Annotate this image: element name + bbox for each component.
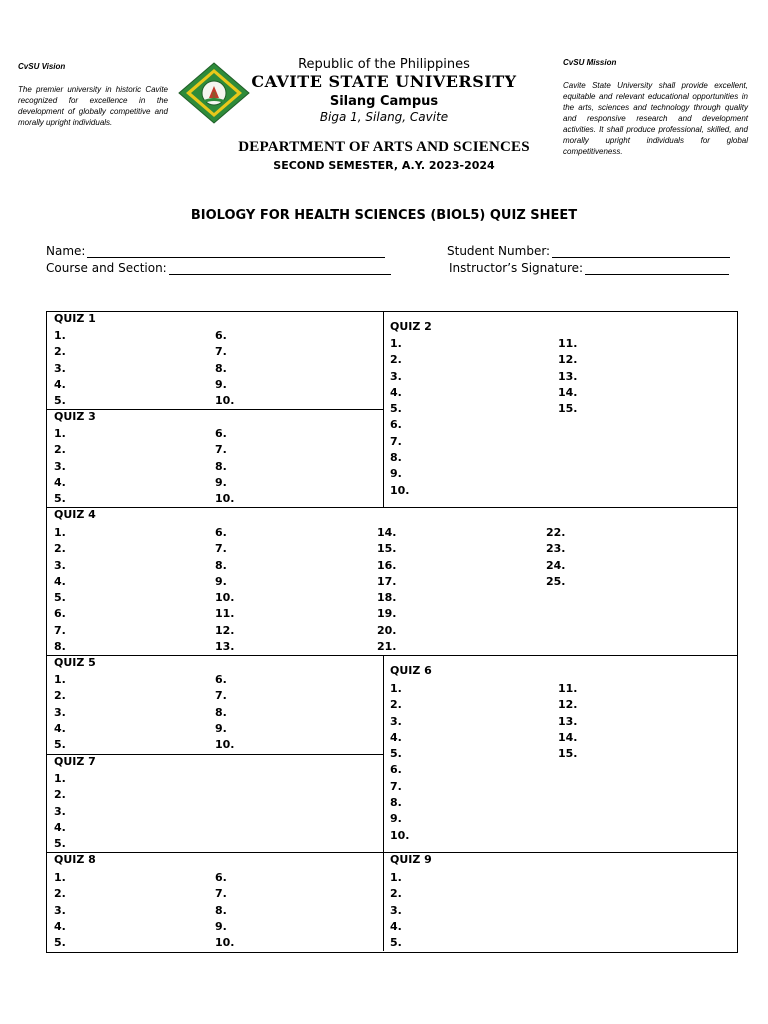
- quiz-7-col-1: [54, 771, 66, 852]
- student-number-label: Student Number:: [447, 244, 551, 258]
- answer-number: 2.: [390, 887, 402, 901]
- answer-number: 4.: [54, 919, 66, 933]
- answer-number: 5.: [54, 394, 66, 408]
- answer-number: 6.: [215, 329, 227, 342]
- quiz-8-title: QUIZ 8: [54, 853, 96, 866]
- answer-number: 15.: [558, 747, 578, 761]
- answer-number: 2.: [54, 542, 66, 556]
- answer-number: 4.: [54, 377, 66, 391]
- answer-number: 25.: [546, 574, 566, 588]
- answer-number: 24.: [546, 558, 566, 572]
- answer-number: 2.: [54, 689, 66, 703]
- answer-number: 8.: [215, 903, 227, 917]
- answer-number: 1.: [54, 427, 66, 440]
- quiz-5-col-2: [215, 672, 235, 753]
- answer-number: 1.: [54, 329, 66, 342]
- instructor-signature-line[interactable]: [585, 263, 729, 275]
- department-name: DEPARTMENT OF ARTS AND SCIENCES: [238, 139, 530, 155]
- quiz-9-cell: [384, 853, 737, 951]
- answer-number: 5.: [390, 402, 402, 416]
- quiz-9-title: QUIZ 9: [390, 853, 432, 866]
- answer-number: 4.: [54, 820, 66, 834]
- answer-number: 6.: [215, 427, 227, 440]
- course-section-field[interactable]: [46, 261, 391, 275]
- answer-number: 6.: [215, 526, 227, 539]
- answer-number: 19.: [377, 607, 397, 621]
- quiz-9-col-1: [390, 870, 402, 951]
- answer-number: 9.: [215, 721, 227, 735]
- answer-number: 8.: [215, 705, 227, 719]
- answer-number: 4.: [54, 475, 66, 489]
- answer-number: 10.: [390, 828, 410, 842]
- answer-number: 13.: [558, 369, 578, 383]
- answer-number: 1.: [54, 526, 66, 539]
- answer-number: 15.: [377, 542, 397, 556]
- answer-number: 23.: [546, 542, 566, 556]
- quiz-8-col-2: [215, 870, 235, 951]
- answer-number: 11.: [215, 607, 235, 621]
- quiz-1-title: QUIZ 1: [54, 312, 96, 325]
- answer-number: 3.: [390, 714, 402, 728]
- answer-number: 15.: [558, 402, 578, 416]
- vision-title: CvSU Vision: [18, 62, 66, 71]
- course-section-label: Course and Section:: [46, 261, 167, 275]
- answer-number: 16.: [377, 558, 397, 572]
- answer-number: 7.: [215, 443, 227, 457]
- answer-number: 13.: [215, 640, 235, 654]
- answer-number: 21.: [377, 640, 397, 654]
- answer-number: 2.: [54, 443, 66, 457]
- student-number-line[interactable]: [552, 246, 730, 258]
- answer-number: 2.: [54, 345, 66, 359]
- answer-number: 7.: [215, 345, 227, 359]
- answer-number: 17.: [377, 574, 397, 588]
- answer-number: 6.: [215, 673, 227, 686]
- quiz-3-col-1: [54, 426, 66, 507]
- answer-number: 3.: [54, 459, 66, 473]
- answer-number: 11.: [558, 682, 578, 695]
- answer-number: 7.: [390, 434, 402, 448]
- answer-number: 4.: [54, 574, 66, 588]
- answer-number: 4.: [390, 919, 402, 933]
- answer-number: 6.: [390, 763, 402, 777]
- answer-number: 3.: [390, 903, 402, 917]
- quiz-2-title: QUIZ 2: [390, 320, 432, 333]
- answer-number: 8.: [390, 451, 402, 465]
- answer-number: 7.: [54, 623, 66, 637]
- answer-number: 10.: [390, 483, 410, 497]
- answer-number: 3.: [54, 558, 66, 572]
- name-field[interactable]: [46, 244, 385, 258]
- quiz-6-col-2: [558, 681, 578, 762]
- answer-number: 3.: [390, 369, 402, 383]
- answer-number: 10.: [215, 936, 235, 950]
- answer-number: 3.: [54, 705, 66, 719]
- answer-number: 5.: [390, 747, 402, 761]
- quiz-6-col-1: [390, 681, 410, 844]
- name-label: Name:: [46, 244, 86, 258]
- answer-number: 2.: [390, 353, 402, 367]
- answer-number: 14.: [558, 730, 578, 744]
- answer-number: 1.: [54, 673, 66, 686]
- course-section-line[interactable]: [169, 263, 391, 275]
- answer-number: 8.: [54, 640, 66, 654]
- student-number-field[interactable]: [447, 244, 730, 258]
- sheet-title: BIOLOGY FOR HEALTH SCIENCES (BIOL5) QUIZ SHEET: [190, 208, 578, 223]
- answer-number: 6.: [390, 418, 402, 432]
- answer-number: 1.: [390, 871, 402, 884]
- answer-number: 3.: [54, 361, 66, 375]
- answer-number: 4.: [54, 721, 66, 735]
- vision-text: The premier university in historic Cavite recognized for excellence in the development of globally competitive and morally upright individuals.: [18, 85, 168, 127]
- answer-number: 20.: [377, 623, 397, 637]
- quiz-1-col-1: [54, 328, 66, 409]
- answer-number: 18.: [377, 591, 397, 605]
- answer-number: 1.: [54, 871, 66, 884]
- republic-heading: Republic of the Philippines: [298, 57, 470, 72]
- answer-number: 1.: [54, 772, 66, 785]
- instructor-signature-field[interactable]: [449, 261, 729, 275]
- answer-number: 10.: [215, 591, 235, 605]
- quiz-2-col-1: [390, 336, 410, 499]
- answer-number: 5.: [54, 492, 66, 506]
- answer-number: 8.: [215, 558, 227, 572]
- quiz-6-title: QUIZ 6: [390, 664, 432, 677]
- answer-number: 7.: [390, 779, 402, 793]
- answer-number: 9.: [215, 919, 227, 933]
- quiz-1-col-2: [215, 328, 235, 409]
- quiz-5-title: QUIZ 5: [54, 656, 96, 669]
- answer-number: 4.: [390, 385, 402, 399]
- answer-number: 1.: [390, 682, 402, 695]
- quiz-8-col-1: [54, 870, 66, 951]
- answer-number: 3.: [54, 903, 66, 917]
- quiz-4-col-2: [215, 525, 235, 655]
- mission-title: CvSU Mission: [563, 58, 617, 67]
- answer-number: 12.: [215, 623, 235, 637]
- answer-number: 7.: [215, 689, 227, 703]
- answer-number: 5.: [390, 936, 402, 950]
- answer-number: 3.: [54, 804, 66, 818]
- answer-number: 8.: [390, 796, 402, 810]
- name-line[interactable]: [87, 246, 385, 258]
- answer-number: 10.: [215, 738, 235, 752]
- answer-number: 1.: [390, 337, 402, 350]
- answer-number: 5.: [54, 738, 66, 752]
- answer-number: 7.: [215, 887, 227, 901]
- quiz-3-col-2: [215, 426, 235, 507]
- mission-text: Cavite State University shall provide excellent, equitable and relevant educational opportunities in the arts, sciences and technology through quality and responsive research and development activities. It shall produce professional, skilled, and morally upright individuals for global competitiveness.: [563, 81, 748, 156]
- quiz-4-col-4: [546, 525, 566, 590]
- answer-number: 2.: [390, 698, 402, 712]
- answer-number: 12.: [558, 698, 578, 712]
- answer-number: 9.: [215, 377, 227, 391]
- campus-address: Biga 1, Silang, Cavite: [319, 110, 449, 124]
- answer-number: 10.: [215, 394, 235, 408]
- answer-number: 11.: [558, 337, 578, 350]
- quiz-7-title: QUIZ 7: [54, 755, 96, 768]
- answer-number: 13.: [558, 714, 578, 728]
- answer-number: 9.: [390, 812, 402, 826]
- answer-number: 2.: [54, 887, 66, 901]
- answer-number: 5.: [54, 837, 66, 851]
- answer-number: 14.: [377, 526, 397, 539]
- answer-number: 4.: [390, 730, 402, 744]
- instructor-signature-label: Instructor’s Signature:: [449, 261, 584, 275]
- semester-label: SECOND SEMESTER, A.Y. 2023-2024: [273, 159, 495, 172]
- quiz-4-col-3: [377, 525, 397, 655]
- answer-number: 12.: [558, 353, 578, 367]
- quiz-5-col-1: [54, 672, 66, 753]
- answer-number: 8.: [215, 459, 227, 473]
- quiz-4-title: QUIZ 4: [54, 508, 96, 521]
- answer-number: 10.: [215, 492, 235, 506]
- answer-number: 8.: [215, 361, 227, 375]
- quiz-3-title: QUIZ 3: [54, 410, 96, 423]
- quiz-2-col-2: [558, 336, 578, 417]
- answer-number: 9.: [215, 475, 227, 489]
- answer-number: 7.: [215, 542, 227, 556]
- answer-number: 9.: [215, 574, 227, 588]
- campus-name: Silang Campus: [329, 94, 439, 109]
- answer-number: 5.: [54, 591, 66, 605]
- answer-number: 14.: [558, 385, 578, 399]
- answer-number: 6.: [54, 607, 66, 621]
- quiz-7-cell: [47, 755, 384, 853]
- quiz-4-col-1: [54, 525, 66, 655]
- answer-number: 9.: [390, 467, 402, 481]
- answer-number: 6.: [215, 871, 227, 884]
- answer-number: 2.: [54, 788, 66, 802]
- university-name: CAVITE STATE UNIVERSITY: [251, 72, 517, 91]
- answer-number: 5.: [54, 936, 66, 950]
- answer-number: 22.: [546, 526, 566, 539]
